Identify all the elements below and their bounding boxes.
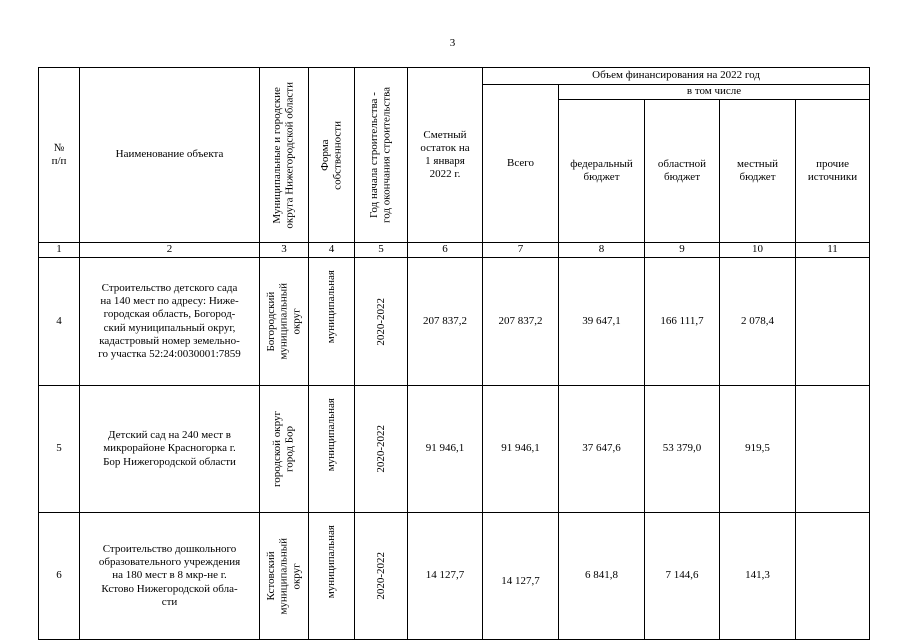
row-ownership-text: муниципальная	[325, 398, 338, 472]
row-num: 4	[39, 258, 80, 386]
row-regional: 166 111,7	[645, 258, 720, 386]
row-other	[796, 386, 870, 513]
table-row	[39, 386, 870, 513]
column-number: 6	[408, 243, 483, 258]
row-object-name: Строительство дошкольного образовательного учреждения на 180 мест в 8 мкр-не г. Кстово Нижегородской обла- сти	[80, 513, 260, 640]
row-district	[260, 513, 309, 640]
column-number: 9	[645, 243, 720, 258]
row-remaining: 91 946,1	[408, 386, 483, 513]
column-number: 8	[559, 243, 645, 258]
header-num: № п/п	[39, 68, 80, 243]
financing-table	[38, 67, 870, 640]
header-local: местный бюджет	[720, 100, 796, 243]
row-ownership	[309, 258, 355, 386]
row-district	[260, 386, 309, 513]
column-number: 1	[39, 243, 80, 258]
header-regional: областной бюджет	[645, 100, 720, 243]
table-row	[39, 513, 870, 640]
row-federal: 37 647,6	[559, 386, 645, 513]
column-number: 2	[80, 243, 260, 258]
row-district-text: Кстовский муниципальный округ	[265, 537, 303, 615]
row-federal: 39 647,1	[559, 258, 645, 386]
row-total: 207 837,2	[483, 258, 559, 386]
row-district-text: Богородский муниципальный округ	[265, 283, 303, 360]
header-ownership-text: Форма собственности	[318, 120, 344, 190]
row-ownership-text: муниципальная	[325, 270, 338, 344]
header-name: Наименование объекта	[80, 68, 260, 243]
header-ownership	[309, 68, 355, 243]
row-district	[260, 258, 309, 386]
header-remaining: Сметный остаток на 1 января 2022 г.	[408, 68, 483, 243]
header-including: в том числе	[559, 85, 870, 100]
row-num: 6	[39, 513, 80, 640]
row-total-value: 14 127,7	[501, 575, 540, 588]
column-number: 3	[260, 243, 309, 258]
row-num: 5	[39, 386, 80, 513]
column-number: 11	[796, 243, 870, 258]
column-number-row	[39, 243, 870, 258]
row-years-text: 2020-2022	[374, 425, 387, 473]
page-number: 3	[449, 37, 456, 49]
row-years-text: 2020-2022	[374, 552, 387, 600]
row-ownership	[309, 513, 355, 640]
table-row	[39, 258, 870, 386]
row-remaining	[408, 513, 483, 640]
header-federal: федеральный бюджет	[559, 100, 645, 243]
row-regional: 53 379,0	[645, 386, 720, 513]
row-years	[355, 258, 408, 386]
row-remaining: 207 837,2	[408, 258, 483, 386]
row-years	[355, 386, 408, 513]
row-other	[796, 258, 870, 386]
row-local: 141,3	[720, 513, 796, 640]
row-district-text: городской округ город Бор	[271, 410, 296, 488]
header-total: Всего	[483, 85, 559, 243]
header-district	[260, 68, 309, 243]
row-total: 91 946,1	[483, 386, 559, 513]
header-years-text: Год начала строительства - год окончания строительства	[368, 87, 393, 223]
row-regional: 7 144,6	[645, 513, 720, 640]
header-other: прочие источники	[796, 100, 870, 243]
row-local: 2 078,4	[720, 258, 796, 386]
column-number: 4	[309, 243, 355, 258]
row-ownership	[309, 386, 355, 513]
row-federal: 6 841,8	[559, 513, 645, 640]
row-object-name: Детский сад на 240 мест в микрорайоне Красногорка г. Бор Нижегородской области	[80, 386, 260, 513]
header-funding-group: Объем финансирования на 2022 год	[483, 68, 870, 85]
column-number: 10	[720, 243, 796, 258]
column-number: 7	[483, 243, 559, 258]
row-other	[796, 513, 870, 640]
column-number: 5	[355, 243, 408, 258]
row-local: 919,5	[720, 386, 796, 513]
row-total	[483, 513, 559, 640]
header-years	[355, 68, 408, 243]
row-years-text: 2020-2022	[374, 297, 387, 346]
row-ownership-text: муниципальная	[325, 525, 338, 599]
row-object-name: Строительство детского сада на 140 мест по адресу: Ниже- городская область, Богород- ский муниципальный округ, кадастровый номер земельно- го участка 52:24:0030001:7859	[80, 258, 260, 386]
row-remaining-value: 14 127,7	[425, 569, 465, 582]
header-district-text: Муниципальные и городские округа Нижегородской области	[271, 81, 296, 229]
row-years	[355, 513, 408, 640]
